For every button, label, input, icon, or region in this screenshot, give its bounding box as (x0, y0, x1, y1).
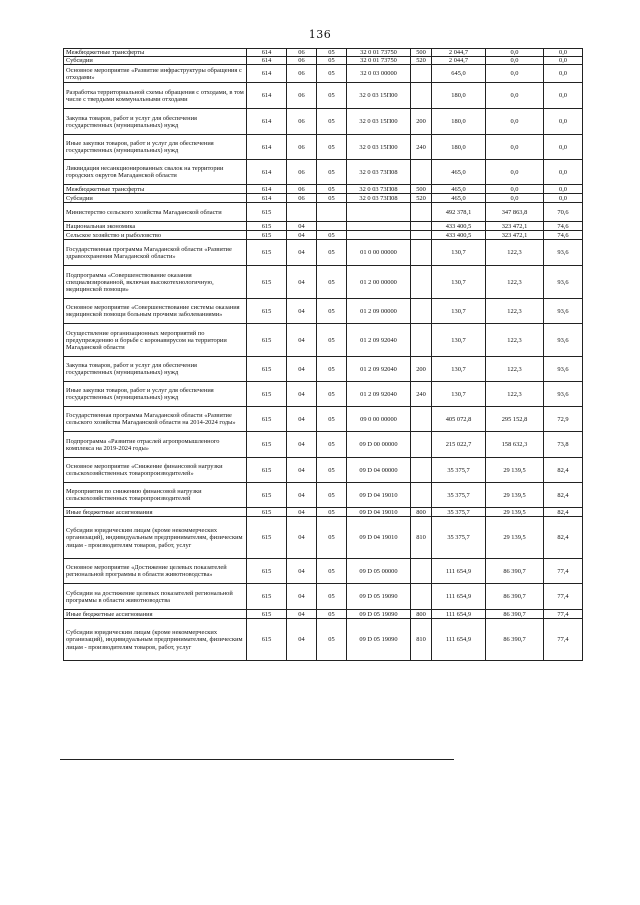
row-name: Основное мероприятие «Достижение целевых показателей региональной программы в области животноводства» (64, 559, 247, 584)
executed-amount: 122,3 (486, 324, 544, 357)
section-code: 04 (287, 610, 317, 619)
row-name: Субсидии юридическим лицам (кроме некоммерческих организаций), индивидуальным предпринимателям, физическим лицам - производителям товаров, работ, услуг (64, 517, 247, 559)
ved-code: 614 (247, 109, 287, 135)
subsection-code: 05 (317, 610, 347, 619)
executed-amount: 323 472,1 (486, 222, 544, 231)
execution-percent: 0,0 (544, 135, 583, 160)
executed-amount: 0,0 (486, 109, 544, 135)
execution-percent: 93,6 (544, 299, 583, 324)
row-name: Межбюджетные трансферты (64, 185, 247, 194)
executed-amount: 122,3 (486, 382, 544, 407)
ved-code: 615 (247, 458, 287, 483)
subsection-code: 05 (317, 299, 347, 324)
expense-type-code (411, 432, 432, 458)
section-code: 04 (287, 324, 317, 357)
planned-amount: 130,7 (432, 382, 486, 407)
execution-percent: 77,4 (544, 610, 583, 619)
target-article-code: 32 0 03 15П00 (347, 135, 411, 160)
subsection-code: 05 (317, 240, 347, 266)
table-row (64, 357, 583, 382)
ved-code: 615 (247, 231, 287, 240)
planned-amount: 180,0 (432, 109, 486, 135)
executed-amount: 295 152,8 (486, 407, 544, 432)
target-article-code: 32 0 01 73750 (347, 57, 411, 65)
target-article-code: 32 0 03 73П08 (347, 160, 411, 185)
row-name: Основное мероприятие «Совершенствование системы оказания медицинской помощи больным прочими заболеваниями» (64, 299, 247, 324)
footer-rule (60, 759, 454, 760)
planned-amount: 35 375,7 (432, 483, 486, 508)
execution-percent: 0,0 (544, 160, 583, 185)
section-code: 04 (287, 483, 317, 508)
execution-percent: 82,4 (544, 517, 583, 559)
execution-percent: 74,6 (544, 231, 583, 240)
table-row (64, 109, 583, 135)
executed-amount: 122,3 (486, 357, 544, 382)
section-code: 04 (287, 382, 317, 407)
target-article-code: 09 D 04 19010 (347, 483, 411, 508)
ved-code: 614 (247, 49, 287, 57)
subsection-code: 05 (317, 517, 347, 559)
row-name: Закупка товаров, работ и услуг для обеспечения государственных (муниципальных) нужд (64, 109, 247, 135)
row-name: Ликвидация несанкционированных свалок на территории городских округов Магаданской области (64, 160, 247, 185)
table-row (64, 517, 583, 559)
target-article-code: 09 D 05 19090 (347, 619, 411, 661)
table-row (64, 299, 583, 324)
ved-code: 615 (247, 559, 287, 584)
planned-amount: 35 375,7 (432, 517, 486, 559)
planned-amount: 111 654,9 (432, 559, 486, 584)
expense-type-code: 200 (411, 357, 432, 382)
table-row (64, 185, 583, 194)
section-code: 06 (287, 185, 317, 194)
ved-code: 615 (247, 584, 287, 610)
target-article-code: 01 0 00 00000 (347, 240, 411, 266)
row-name: Подпрограмма «Развитие отраслей агропромышленного комплекса на 2019-2024 годы» (64, 432, 247, 458)
table-row (64, 619, 583, 661)
executed-amount: 86 390,7 (486, 559, 544, 584)
subsection-code: 05 (317, 266, 347, 299)
row-name: Межбюджетные трансферты (64, 49, 247, 57)
planned-amount: 130,7 (432, 266, 486, 299)
expense-type-code: 800 (411, 610, 432, 619)
section-code: 04 (287, 458, 317, 483)
planned-amount: 111 654,9 (432, 584, 486, 610)
subsection-code (317, 203, 347, 222)
expense-type-code: 500 (411, 49, 432, 57)
table-row (64, 231, 583, 240)
planned-amount: 2 044,7 (432, 49, 486, 57)
expense-type-code (411, 222, 432, 231)
executed-amount: 29 139,5 (486, 483, 544, 508)
ved-code: 615 (247, 240, 287, 266)
subsection-code: 05 (317, 324, 347, 357)
expense-type-code (411, 299, 432, 324)
subsection-code: 05 (317, 194, 347, 203)
execution-percent: 93,6 (544, 266, 583, 299)
planned-amount: 492 378,1 (432, 203, 486, 222)
planned-amount: 180,0 (432, 135, 486, 160)
target-article-code: 32 0 03 73П08 (347, 185, 411, 194)
ved-code: 614 (247, 160, 287, 185)
section-code: 04 (287, 299, 317, 324)
subsection-code: 05 (317, 49, 347, 57)
section-code: 04 (287, 584, 317, 610)
section-code: 06 (287, 109, 317, 135)
expense-type-code: 520 (411, 194, 432, 203)
ved-code: 614 (247, 135, 287, 160)
execution-percent: 74,6 (544, 222, 583, 231)
executed-amount: 86 390,7 (486, 584, 544, 610)
ved-code: 615 (247, 357, 287, 382)
table-row (64, 407, 583, 432)
target-article-code (347, 231, 411, 240)
executed-amount: 0,0 (486, 194, 544, 203)
subsection-code: 05 (317, 584, 347, 610)
table-row (64, 432, 583, 458)
execution-percent: 77,4 (544, 619, 583, 661)
section-code: 06 (287, 194, 317, 203)
row-name: Закупка товаров, работ и услуг для обеспечения государственных (муниципальных) нужд (64, 357, 247, 382)
target-article-code: 01 2 00 00000 (347, 266, 411, 299)
table-row (64, 222, 583, 231)
expense-type-code (411, 65, 432, 83)
section-code: 04 (287, 619, 317, 661)
subsection-code: 05 (317, 432, 347, 458)
subsection-code: 05 (317, 160, 347, 185)
executed-amount: 347 863,8 (486, 203, 544, 222)
ved-code: 615 (247, 222, 287, 231)
table-row (64, 240, 583, 266)
target-article-code: 32 0 03 00000 (347, 65, 411, 83)
table-row (64, 584, 583, 610)
ved-code: 614 (247, 185, 287, 194)
subsection-code: 05 (317, 65, 347, 83)
expense-type-code (411, 203, 432, 222)
subsection-code: 05 (317, 458, 347, 483)
table-row (64, 135, 583, 160)
table-row (64, 65, 583, 83)
execution-percent: 82,4 (544, 508, 583, 517)
section-code: 04 (287, 266, 317, 299)
expense-type-code (411, 584, 432, 610)
section-code: 04 (287, 517, 317, 559)
execution-percent: 0,0 (544, 185, 583, 194)
target-article-code: 09 D 05 19090 (347, 584, 411, 610)
section-code: 04 (287, 559, 317, 584)
executed-amount: 29 139,5 (486, 458, 544, 483)
expense-type-code (411, 458, 432, 483)
planned-amount: 433 400,5 (432, 231, 486, 240)
planned-amount: 465,0 (432, 194, 486, 203)
section-code: 04 (287, 407, 317, 432)
ved-code: 614 (247, 194, 287, 203)
ved-code: 614 (247, 83, 287, 109)
expense-type-code: 800 (411, 508, 432, 517)
ved-code: 614 (247, 57, 287, 65)
ved-code: 615 (247, 407, 287, 432)
row-name: Сельское хозяйство и рыболовство (64, 231, 247, 240)
executed-amount: 122,3 (486, 240, 544, 266)
target-article-code: 09 D 04 19010 (347, 508, 411, 517)
executed-amount: 0,0 (486, 83, 544, 109)
target-article-code: 09 0 00 00000 (347, 407, 411, 432)
row-name: Иные бюджетные ассигнования (64, 508, 247, 517)
row-name: Иные бюджетные ассигнования (64, 610, 247, 619)
execution-percent: 0,0 (544, 57, 583, 65)
expense-type-code (411, 407, 432, 432)
execution-percent: 93,6 (544, 357, 583, 382)
section-code: 04 (287, 231, 317, 240)
row-name: Иные закупки товаров, работ и услуг для обеспечения государственных (муниципальных) нужд (64, 382, 247, 407)
section-code: 06 (287, 83, 317, 109)
expense-type-code (411, 483, 432, 508)
executed-amount: 86 390,7 (486, 610, 544, 619)
ved-code: 615 (247, 483, 287, 508)
row-name: Субсидии (64, 194, 247, 203)
target-article-code: 09 D 05 00000 (347, 559, 411, 584)
planned-amount: 215 022,7 (432, 432, 486, 458)
row-name: Мероприятия по снижению финансовой нагрузки сельскохозяйственных товаропроизводителей (64, 483, 247, 508)
expense-type-code: 240 (411, 382, 432, 407)
table-row (64, 610, 583, 619)
target-article-code (347, 222, 411, 231)
executed-amount: 0,0 (486, 185, 544, 194)
budget-table (63, 48, 583, 661)
section-code (287, 203, 317, 222)
execution-percent: 93,6 (544, 324, 583, 357)
table-row (64, 266, 583, 299)
ved-code: 615 (247, 610, 287, 619)
section-code: 04 (287, 240, 317, 266)
table-body (64, 49, 583, 661)
ved-code: 615 (247, 619, 287, 661)
row-name: Субсидии юридическим лицам (кроме некоммерческих организаций), индивидуальным предпринимателям, физическим лицам - производителям товаров, работ, услуг (64, 619, 247, 661)
execution-percent: 73,8 (544, 432, 583, 458)
execution-percent: 93,6 (544, 382, 583, 407)
executed-amount: 122,3 (486, 266, 544, 299)
subsection-code: 05 (317, 407, 347, 432)
row-name: Государственная программа Магаданской области «Развитие здравоохранения Магаданской области» (64, 240, 247, 266)
target-article-code: 09 D 04 00000 (347, 458, 411, 483)
expense-type-code (411, 160, 432, 185)
expense-type-code: 810 (411, 517, 432, 559)
planned-amount: 645,0 (432, 65, 486, 83)
executed-amount: 0,0 (486, 49, 544, 57)
planned-amount: 35 375,7 (432, 458, 486, 483)
row-name: Субсидии (64, 57, 247, 65)
subsection-code: 05 (317, 83, 347, 109)
page-number: 136 (308, 28, 332, 41)
target-article-code: 32 0 01 73750 (347, 49, 411, 57)
ved-code: 615 (247, 382, 287, 407)
execution-percent: 0,0 (544, 109, 583, 135)
target-article-code: 09 D 04 19010 (347, 517, 411, 559)
executed-amount: 0,0 (486, 135, 544, 160)
subsection-code: 05 (317, 483, 347, 508)
table-row (64, 194, 583, 203)
row-name: Основное мероприятие «Развитие инфраструктуры обращения с отходами» (64, 65, 247, 83)
row-name: Осуществление организационных мероприятий по предупреждению и борьбе с коронавирусом на территории Магаданской области (64, 324, 247, 357)
target-article-code: 01 2 09 92040 (347, 324, 411, 357)
executed-amount: 29 139,5 (486, 517, 544, 559)
executed-amount: 86 390,7 (486, 619, 544, 661)
planned-amount: 180,0 (432, 83, 486, 109)
execution-percent: 72,9 (544, 407, 583, 432)
execution-percent: 93,6 (544, 240, 583, 266)
target-article-code: 01 2 09 92040 (347, 382, 411, 407)
subsection-code: 05 (317, 357, 347, 382)
section-code: 06 (287, 49, 317, 57)
planned-amount: 465,0 (432, 185, 486, 194)
executed-amount: 0,0 (486, 65, 544, 83)
target-article-code: 01 2 09 00000 (347, 299, 411, 324)
execution-percent: 0,0 (544, 49, 583, 57)
planned-amount: 405 072,8 (432, 407, 486, 432)
planned-amount: 130,7 (432, 299, 486, 324)
expense-type-code (411, 559, 432, 584)
subsection-code: 05 (317, 109, 347, 135)
table-row (64, 458, 583, 483)
executed-amount: 0,0 (486, 160, 544, 185)
section-code: 04 (287, 357, 317, 382)
expense-type-code: 500 (411, 185, 432, 194)
ved-code: 615 (247, 266, 287, 299)
ved-code: 615 (247, 517, 287, 559)
planned-amount: 111 654,9 (432, 610, 486, 619)
execution-percent: 82,4 (544, 483, 583, 508)
target-article-code (347, 203, 411, 222)
table-row (64, 382, 583, 407)
expense-type-code (411, 324, 432, 357)
table-row (64, 83, 583, 109)
execution-percent: 0,0 (544, 194, 583, 203)
section-code: 06 (287, 160, 317, 185)
ved-code: 615 (247, 508, 287, 517)
table-row (64, 508, 583, 517)
section-code: 06 (287, 57, 317, 65)
execution-percent: 77,4 (544, 559, 583, 584)
expense-type-code (411, 240, 432, 266)
planned-amount: 35 375,7 (432, 508, 486, 517)
subsection-code: 05 (317, 231, 347, 240)
execution-percent: 77,4 (544, 584, 583, 610)
executed-amount: 29 139,5 (486, 508, 544, 517)
planned-amount: 130,7 (432, 324, 486, 357)
section-code: 04 (287, 222, 317, 231)
ved-code: 615 (247, 324, 287, 357)
planned-amount: 433 400,5 (432, 222, 486, 231)
expense-type-code: 200 (411, 109, 432, 135)
table-row (64, 324, 583, 357)
execution-percent: 70,6 (544, 203, 583, 222)
table-row (64, 483, 583, 508)
execution-percent: 82,4 (544, 458, 583, 483)
planned-amount: 111 654,9 (432, 619, 486, 661)
expense-type-code: 520 (411, 57, 432, 65)
expense-type-code (411, 266, 432, 299)
row-name: Иные закупки товаров, работ и услуг для обеспечения государственных (муниципальных) нужд (64, 135, 247, 160)
subsection-code: 05 (317, 57, 347, 65)
subsection-code: 05 (317, 135, 347, 160)
subsection-code: 05 (317, 508, 347, 517)
expense-type-code: 810 (411, 619, 432, 661)
target-article-code: 09 D 00 00000 (347, 432, 411, 458)
expense-type-code: 240 (411, 135, 432, 160)
target-article-code: 09 D 05 19090 (347, 610, 411, 619)
executed-amount: 158 632,3 (486, 432, 544, 458)
table-row (64, 160, 583, 185)
row-name: Основное мероприятие «Снижение финансовой нагрузки сельскохозяйственных товаропроизводителей» (64, 458, 247, 483)
row-name: Разработка территориальной схемы обращения с отходами, в том числе с твердыми коммунальными отходами (64, 83, 247, 109)
ved-code: 614 (247, 65, 287, 83)
expense-type-code (411, 83, 432, 109)
section-code: 04 (287, 508, 317, 517)
target-article-code: 32 0 03 15П00 (347, 83, 411, 109)
execution-percent: 0,0 (544, 83, 583, 109)
table-row (64, 49, 583, 57)
row-name: Подпрограмма «Совершенствование оказания специализированной, включая высокотехнологичную, медицинской помощи» (64, 266, 247, 299)
planned-amount: 465,0 (432, 160, 486, 185)
section-code: 06 (287, 65, 317, 83)
subsection-code: 05 (317, 185, 347, 194)
subsection-code: 05 (317, 559, 347, 584)
section-code: 04 (287, 432, 317, 458)
section-code: 06 (287, 135, 317, 160)
subsection-code: 05 (317, 382, 347, 407)
row-name: Министерство сельского хозяйства Магаданской области (64, 203, 247, 222)
ved-code: 615 (247, 203, 287, 222)
planned-amount: 130,7 (432, 357, 486, 382)
target-article-code: 01 2 09 92040 (347, 357, 411, 382)
ved-code: 615 (247, 432, 287, 458)
ved-code: 615 (247, 299, 287, 324)
expense-type-code (411, 231, 432, 240)
table-row (64, 203, 583, 222)
row-name: Государственная программа Магаданской области «Развитие сельского хозяйства Магаданской области на 2014-2024 годы» (64, 407, 247, 432)
target-article-code: 32 0 03 15П00 (347, 109, 411, 135)
subsection-code: 05 (317, 619, 347, 661)
target-article-code: 32 0 03 73П08 (347, 194, 411, 203)
subsection-code (317, 222, 347, 231)
planned-amount: 130,7 (432, 240, 486, 266)
planned-amount: 2 044,7 (432, 57, 486, 65)
executed-amount: 323 472,1 (486, 231, 544, 240)
executed-amount: 122,3 (486, 299, 544, 324)
row-name: Национальная экономика (64, 222, 247, 231)
table-row (64, 57, 583, 65)
row-name: Субсидии на достижение целевых показателей региональной программы в области животноводства (64, 584, 247, 610)
table-row (64, 559, 583, 584)
executed-amount: 0,0 (486, 57, 544, 65)
execution-percent: 0,0 (544, 65, 583, 83)
